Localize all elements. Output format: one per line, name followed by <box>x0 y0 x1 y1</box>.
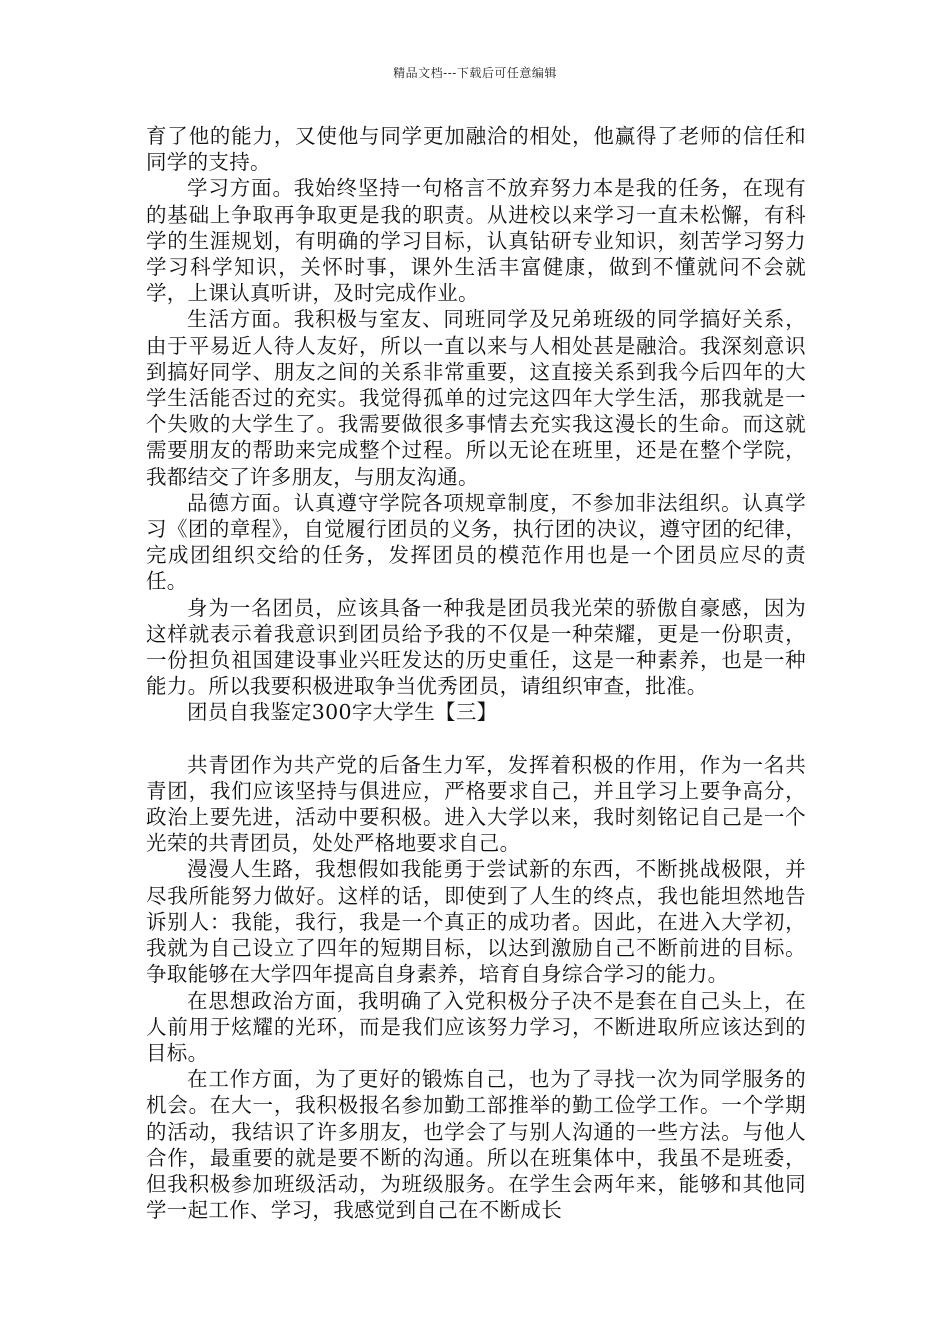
paragraph-life-road: 漫漫人生路，我想假如我能勇于尝试新的东西，不断挑战极限，并尽我所能努力做好。这样的话，即使到了人生的终点，我也能坦然地告诉别人：我能，我行，我是一个真正的成功者。因此，在进入大学初，我就为自己设立了四年的短期目标，以达到激励自己不断前进的目标。争取能够在大学四年提高自身素养，培育自身综合学习的能力。 <box>146 857 806 987</box>
paragraph-league: 共青团作为共产党的后备生力军，发挥着积极的作用，作为一名共青团，我们应该坚持与俱进应，严格要求自己，并且学习上要争高分，政治上要先进，活动中要积极。进入大学以来，我时刻铭记自己是一个光荣的共青团员，处处严格地要求自己。 <box>146 752 806 856</box>
paragraph-politics: 在思想政治方面，我明确了入党积极分子决不是套在自己头上，在人前用于炫耀的光环，而是我们应该努力学习，不断进取所应该达到的目标。 <box>146 988 806 1065</box>
paragraph-member: 身为一名团员，应该具备一种我是团员我光荣的骄傲自豪感，因为这样就表示着我意识到团员给予我的不仅是一种荣耀，更是一份职责，一份担负祖国建设事业兴旺发达的历史重任，这是一种素养，也是一种能力。所以我要积极进取争当优秀团员，请组织审查，批准。 <box>146 595 806 699</box>
page-header: 精品文档---下载后可任意编辑 <box>393 66 557 80</box>
paragraph-continued: 育了他的能力，又使他与同学更加融洽的相处，他赢得了老师的信任和同学的支持。 <box>146 124 806 175</box>
section-heading: 团员自我鉴定300字大学生【三】 <box>187 700 498 725</box>
paragraph-study: 学习方面。我始终坚持一句格言不放弃努力本是我的任务，在现有的基础上争取再争取更是我的职责。从进校以来学习一直未松懈，有科学的生涯规划，有明确的学习目标，认真钻研专业知识，刻苦学习努力学习科学知识，关怀时事，课外生活丰富健康，做到不懂就问不会就学，上课认真听讲，及时完成作业。 <box>146 176 806 306</box>
paragraph-work: 在工作方面，为了更好的锻炼自己，也为了寻找一次为同学服务的机会。在大一，我积极报名参加勤工部推举的勤工俭学工作。一个学期的活动，我结识了许多朋友，也学会了与别人沟通的一些方法。与他人合作，最重要的就是要不断的沟通。所以在班集体中，我虽不是班委，但我积极参加班级活动，为班级服务。在学生会两年来，能够和其他同学一起工作、学习，我感觉到自己在不断成长 <box>146 1067 806 1223</box>
paragraph-morality: 品德方面。认真遵守学院各项规章制度，不参加非法组织。认真学习《团的章程》，自觉履行团员的义务，执行团的决议，遵守团的纪律，完成团组织交给的任务，发挥团员的模范作用也是一个团员应尽的责任。 <box>146 490 806 594</box>
paragraph-life: 生活方面。我积极与室友、同班同学及兄弟班级的同学搞好关系，由于平易近人待人友好，所以一直以来与人相处甚是融洽。我深刻意识到搞好同学、朋友之间的关系非常重要，这直接关系到我今后四年的大学生活能否过的充实。我觉得孤单的过完这四年大学生活，那我就是一个失败的大学生了。我需要做很多事情去充实我这漫长的生命。而这就需要朋友的帮助来完成整个过程。所以无论在班里，还是在整个学院，我都结交了许多朋友，与朋友沟通。 <box>146 307 806 489</box>
document-body <box>146 123 806 1223</box>
